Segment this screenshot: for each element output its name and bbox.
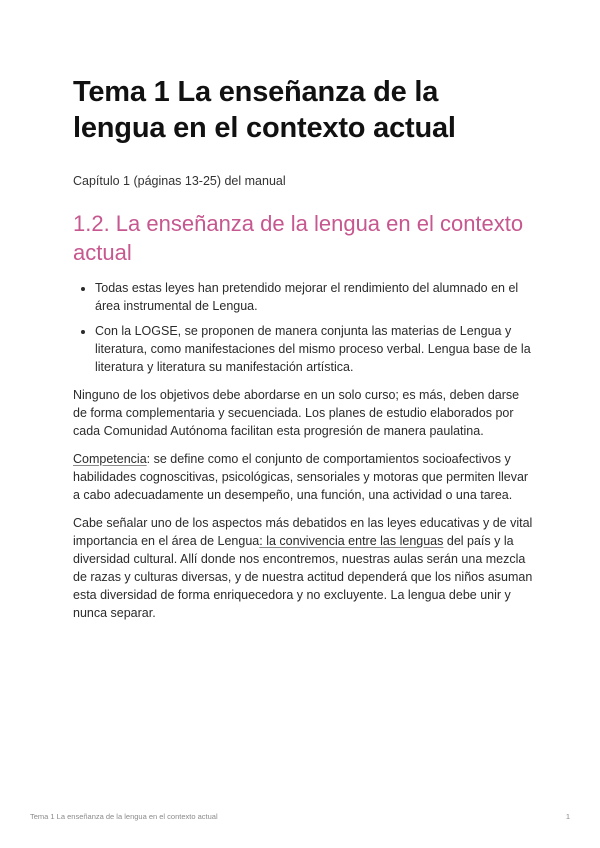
paragraph-competencia xyxy=(73,450,533,504)
paragraph-convivencia xyxy=(73,514,533,622)
definition-text: : se define como el conjunto de comportamientos socioafectivos y habilidades cognoscitivas, psicológicas, sensoriales y motoras que permiten llevar a cabo adecuadamente un desempeño, una función, una actividad o una tarea. xyxy=(73,452,529,502)
paragraph-text-after: del país y la diversidad cultural. Allí donde nos encontremos, nuestras aulas serán una mezcla de razas y culturas diversas, y de nuestra actitud dependerá que los niños asuman esta diversidad de forma enriquecedora y no excluyente. La lengua debe unir y nunca separar. xyxy=(73,534,533,620)
page-number: 1 xyxy=(565,812,570,821)
list-item: • Todas estas leyes han pretendido mejorar el rendimiento del alumnado en el área instrumental de Lengua. xyxy=(95,279,533,315)
paragraph-text-before: Cabe señalar uno de los aspectos más debatidos en las leyes educativas y de vital importancia en el área de Lengua xyxy=(73,516,533,548)
page-footer xyxy=(30,812,570,821)
term-competencia: Competencia xyxy=(73,452,147,466)
underlined-phrase: : la convivencia entre las lenguas xyxy=(259,534,444,548)
bullet-list xyxy=(73,279,533,376)
paragraph-objectives: Ninguno de los objetivos debe abordarse en un solo curso; es más, deben darse de forma complementaria y secuenciada. Los planes de estudio elaborados por cada Comunidad Autónoma facilitan esta progresión de manera paulatina. xyxy=(73,388,520,438)
page-title: Tema 1 La enseñanza de la lengua en el contexto actual xyxy=(73,76,456,144)
chapter-reference: Capítulo 1 (páginas 13-25) del manual xyxy=(73,174,286,188)
footer-title: Tema 1 La enseñanza de la lengua en el contexto actual xyxy=(30,812,218,821)
document-page xyxy=(73,74,533,622)
list-item: • Con la LOGSE, se proponen de manera conjunta las materias de Lengua y literatura, como manifestaciones del mismo proceso verbal. Lengua base de la literatura y literatura su manifestación artística. xyxy=(95,322,533,376)
section-heading: 1.2. La enseñanza de la lengua en el contexto actual xyxy=(73,211,524,265)
